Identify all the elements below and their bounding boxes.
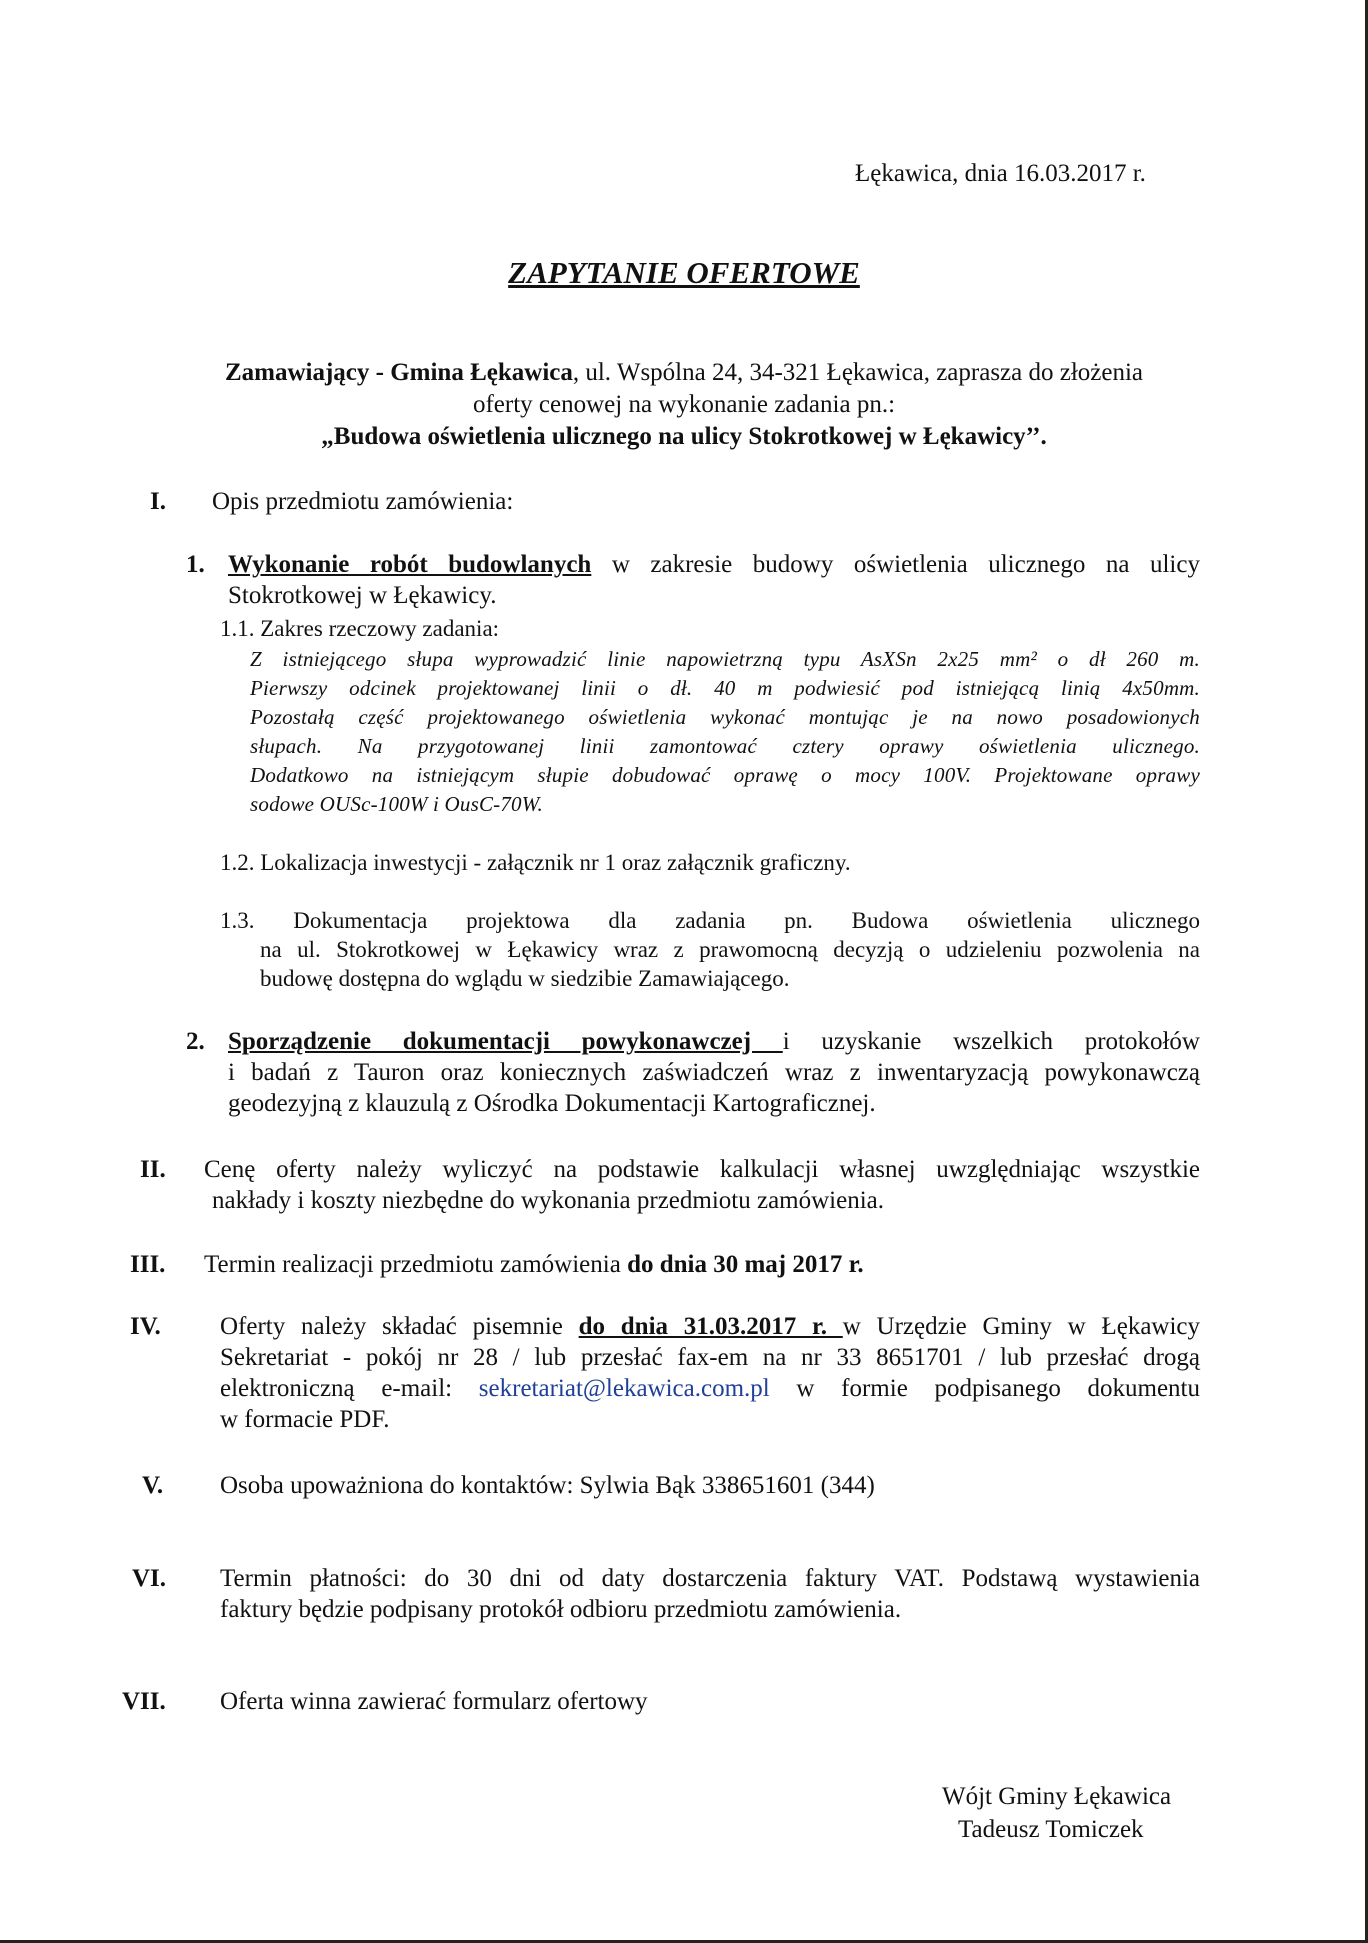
- section-vi-line-2: faktury będzie podpisany protokół odbioru przedmiotu zamówienia.: [220, 1596, 902, 1623]
- scope-line-3: Pozostałą część projektowanego oświetlenia wykonać montując je na nowo posadowionych: [250, 705, 1200, 729]
- section-vi-line-1: Termin płatności: do 30 dni od daty dostarczenia faktury VAT. Podstawą wystawienia: [220, 1565, 1200, 1592]
- scope-line-1: Z istniejącego słupa wyprowadzić linie napowietrzną typu AsXSn 2x25 mm² o dł 260 m.: [250, 647, 1200, 671]
- document-date: Łękawica, dnia 16.03.2017 r.: [855, 160, 1146, 187]
- signature-title: Wójt Gminy Łękawica: [942, 1783, 1172, 1810]
- section-vi-numeral: VI.: [132, 1565, 167, 1592]
- subitem-1-3-line-3: budowę dostępna do wglądu w siedzibie Zamawiającego.: [260, 966, 790, 991]
- subitem-1-3-line-1: 1.3. Dokumentacja projektowa dla zadania pn. Budowa oświetlenia ulicznego: [220, 908, 1200, 933]
- section-iv-email-lead: elektroniczną e-mail:: [220, 1375, 479, 1402]
- item-1-line-1: [228, 549, 1200, 580]
- item-2-line-1: [228, 1026, 1200, 1057]
- section-iv-line-4: w formacie PDF.: [220, 1406, 390, 1433]
- section-iii-lead: Termin realizacji przedmiotu zamówienia: [204, 1251, 628, 1278]
- section-iv-place: w Urzędzie Gminy w Łękawicy: [842, 1313, 1201, 1340]
- intro-line-2: oferty cenowej na wykonanie zadania pn.:: [472, 391, 896, 418]
- section-v-text: Osoba upoważniona do kontaktów: Sylwia Bąk 338651601 (344): [220, 1472, 875, 1499]
- item-1-lead: Wykonanie robót budowlanych: [228, 551, 592, 578]
- scope-line-6: sodowe OUSc-100W i OusC-70W.: [250, 792, 543, 816]
- section-iv-numeral: IV.: [130, 1313, 161, 1340]
- signature-name: Tadeusz Tomiczek: [958, 1816, 1144, 1843]
- section-vii-text: Oferta winna zawierać formularz ofertowy: [220, 1688, 648, 1715]
- scope-line-5: Dodatkowo na istniejącym słupie dobudować oprawę o mocy 100V. Projektowane oprawy: [250, 763, 1200, 787]
- item-2-lead: Sporządzenie dokumentacji powykonawczej: [228, 1028, 783, 1055]
- item-1-rest: w zakresie budowy oświetlenia ulicznego na ulicy: [591, 551, 1200, 578]
- subitem-1-3-line-2: na ul. Stokrotkowej w Łękawicy wraz z prawomocną decyzją o udzieleniu pozwolenia na: [260, 937, 1200, 962]
- document-title: ZAPYTANIE OFERTOWE: [508, 255, 860, 290]
- scope-line-4: słupach. Na przygotowanej linii zamontować cztery oprawy oświetlenia ulicznego.: [250, 734, 1200, 758]
- section-ii-numeral: II.: [140, 1156, 166, 1183]
- email-link[interactable]: sekretariat@lekawica.com.pl: [478, 1375, 770, 1402]
- section-iii-numeral: III.: [130, 1251, 166, 1278]
- section-iv-email-tail: w formie podpisanego dokumentu: [769, 1375, 1200, 1402]
- subitem-1-1-label: 1.1. Zakres rzeczowy zadania:: [220, 616, 500, 641]
- section-iv-line-2: Sekretariat - pokój nr 28 / lub przesłać fax-em na nr 33 8651701 / lub przesłać drogą: [220, 1344, 1200, 1371]
- ordering-party: Zamawiający - Gmina Łękawica: [224, 359, 573, 386]
- section-ii-line-2: nakłady i koszty niezbędne do wykonania przedmiotu zamówienia.: [212, 1187, 885, 1214]
- section-vii-numeral: VII.: [122, 1688, 166, 1715]
- section-iv-line-3: [220, 1373, 1200, 1404]
- intro-address: , ul. Wspólna 24, 34-321 Łękawica, zaprasza do złożenia: [572, 359, 1144, 386]
- section-i-heading: Opis przedmiotu zamówienia:: [212, 488, 514, 515]
- item-1-number: 1.: [186, 551, 205, 578]
- item-1-line-2: Stokrotkowej w Łękawicy.: [228, 582, 497, 609]
- item-2-rest: i uzyskanie wszelkich protokołów: [782, 1028, 1200, 1055]
- item-2-number: 2.: [186, 1028, 205, 1055]
- intro-line-1: [0, 357, 1368, 388]
- section-i-numeral: I.: [150, 488, 166, 515]
- offer-deadline: do dnia 31.03.2017 r.: [578, 1313, 843, 1340]
- scope-line-2: Pierwszy odcinek projektowanej linii o dł. 40 m podwiesić pod istniejącą linią 4x50mm.: [250, 676, 1200, 700]
- section-v-numeral: V.: [142, 1472, 164, 1499]
- section-ii-line-1: Cenę oferty należy wyliczyć na podstawie kalkulacji własnej uwzględniając wszystkie: [204, 1156, 1200, 1183]
- section-iv-line-1: [220, 1311, 1200, 1342]
- section-iii-text: [204, 1249, 864, 1280]
- item-2-line-3: geodezyjną z klauzulą z Ośrodka Dokumentacji Kartograficznej.: [228, 1090, 876, 1117]
- subitem-1-2: 1.2. Lokalizacja inwestycji - załącznik nr 1 oraz załącznik graficzny.: [220, 850, 851, 875]
- item-2-line-2: i badań z Tauron oraz koniecznych zaświadczeń wraz z inwentaryzacją powykonawczą: [228, 1059, 1200, 1086]
- task-name: „Budowa oświetlenia ulicznego na ulicy Stokrotkowej w Łękawicy’’.: [321, 423, 1047, 450]
- section-iii-deadline: do dnia 30 maj 2017 r.: [627, 1251, 864, 1278]
- section-iv-lead: Oferty należy składać pisemnie: [220, 1313, 579, 1340]
